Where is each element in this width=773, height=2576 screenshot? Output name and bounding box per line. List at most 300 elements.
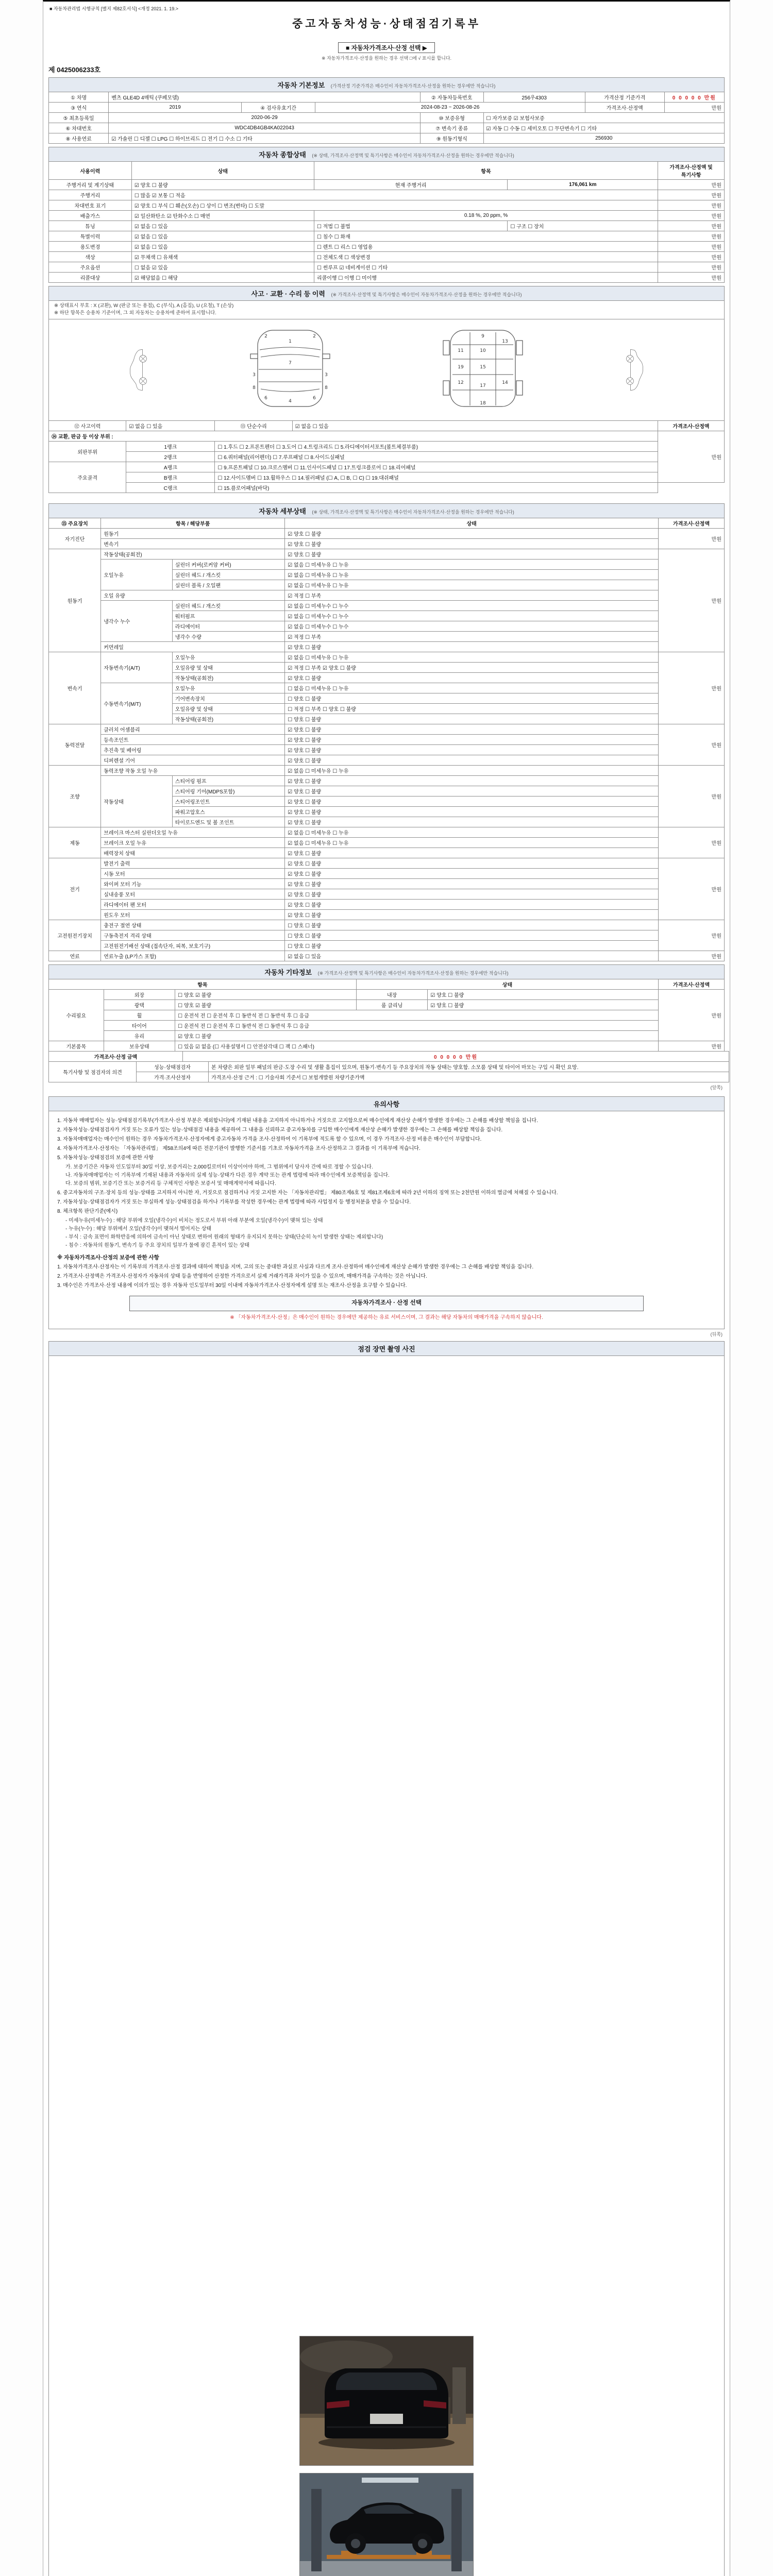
first-registration-date: 2020-06-29 xyxy=(109,113,421,123)
state-options[interactable]: ☐ 양호 ☐ 불량 xyxy=(285,930,659,940)
emission-label: 배출가스 xyxy=(49,211,132,221)
state-options[interactable]: ☑ 없음 ☐ 미세누수 ☐ 누수 xyxy=(285,611,659,621)
state-options[interactable]: ☑ 양호 ☐ 불량 xyxy=(285,724,659,734)
section-accident-history xyxy=(48,286,725,493)
inspection-photo-2 xyxy=(299,2473,474,2576)
table-cell: 오일유량 및 상태 xyxy=(172,703,285,714)
section-note: (※ 상태, 가격조사·산정액 및 특기사항은 매수인이 자동차가격조사·산정을 원하는 경우에만 적습니다) xyxy=(312,509,514,515)
room-cleaning-label: 룸 클리닝 xyxy=(356,999,428,1010)
appraisal-header: 가격조사·산정액 xyxy=(659,518,725,528)
table-cell: 동력조향 작동 오일 누유 xyxy=(101,765,285,775)
table-cell: 등속조인트 xyxy=(101,734,285,744)
appraisal-amount-label: 가격조사·산정액 xyxy=(585,103,664,113)
section-etc-info xyxy=(48,964,725,1082)
state-options[interactable]: ☐ 없음 ☐ 미세누유 ☐ 누유 xyxy=(285,683,659,693)
tuning-label: 튜닝 xyxy=(49,221,132,231)
state-options[interactable]: ☑ 양호 ☐ 불량 xyxy=(285,899,659,909)
detail-state-table xyxy=(48,518,725,961)
section-inspection-photos xyxy=(48,1341,725,2576)
emission-values: 0.18 %, 20 ppm, % xyxy=(314,211,658,221)
electric-group: 전기 xyxy=(49,858,101,920)
notice-item: - 부식 : 금속 표면이 화학반응에 의하여 금속이 아닌 상태로 변하여 원래의 형태가 유지되지 못하는 상태(단순히 녹이 발생한 상태는 제외합니다) xyxy=(65,1234,383,1240)
table-cell: 스티어링 펌프 xyxy=(172,775,285,786)
svg-text:1: 1 xyxy=(288,339,292,344)
state-options[interactable]: ☑ 없음 ☐ 미세누유 ☐ 누유 xyxy=(285,569,659,580)
table-cell: 디퍼렌셜 기어 xyxy=(101,755,285,765)
interior-label: 내장 xyxy=(356,989,428,999)
svg-text:3: 3 xyxy=(324,372,328,378)
odometer-state-label: 주행거리 및 계기상태 xyxy=(49,180,132,190)
rankA-options[interactable]: ☐ 9.프론트패널 ☐ 10.크로스멤버 ☐ 11.인사이드패널 ☐ 17.트렁크플로어 ☐ 18.리어패널 xyxy=(215,462,658,472)
notice-item: 6. 중고자동차의 구조·장치 등의 성능·상태를 고지하지 아니한 자, 거짓으로 점검하거나 거짓 고지한 자는 「자동차관리법」 제80조제6호 및 제81조제6호에 따라 2년 이하의 징역 또는 2천만원 이하의 벌금에 처해질 수 있습니다. xyxy=(57,1190,558,1196)
appraisal-cell[interactable]: 만원 xyxy=(659,549,725,652)
state-options[interactable]: ☑ 없음 ☐ 미세누유 ☐ 누유 xyxy=(285,765,659,775)
table-cell: 실린더 헤드 / 개스킷 xyxy=(172,600,285,611)
powertrain-group: 동력전달 xyxy=(49,724,101,765)
main-frame-label: 주요골격 xyxy=(49,462,126,493)
page-marker-back: (뒤쪽) xyxy=(710,1331,722,1337)
appraisal-cell[interactable]: 만원 xyxy=(659,724,725,765)
section-overall-title xyxy=(48,147,725,162)
table-cell: 발전기 출력 xyxy=(101,858,285,868)
inspector-opinion-table xyxy=(48,1061,729,1082)
possession-options[interactable]: ☐ 있음 ☑ 없음 (☐ 사용설명서 ☐ 안전삼각대 ☐ 잭 ☐ 스패너) xyxy=(175,1041,659,1051)
svg-text:2: 2 xyxy=(312,334,316,339)
section-title: 자동차 세부상태 xyxy=(259,507,306,515)
appraisal-cell[interactable]: 만원 xyxy=(658,273,725,283)
appraisal-cell[interactable]: 만원 xyxy=(658,431,725,482)
tuning-options[interactable]: ☑ 없음 ☐ 있음 xyxy=(131,221,314,231)
appraisal-cell[interactable]: 만원 xyxy=(659,1041,725,1051)
state-options[interactable]: ☑ 양호 ☐ 불량 xyxy=(285,528,659,538)
exchange-panel-label: ⑭ 교환, 판금 등 이상 부위 : xyxy=(49,431,658,441)
appraisal-cell[interactable]: 만원 xyxy=(658,242,725,252)
section-note: (※ 가격조사·산정액 및 특기사항은 매수인이 자동차가격조사·산정을 원하는 경우에만 적습니다) xyxy=(331,292,522,297)
section-title: 자동차 기타정보 xyxy=(264,968,312,976)
wheel-options[interactable]: ☐ 운전석 전 ☐ 운전석 후 ☐ 동반석 전 ☐ 동반석 후 ☐ 응급 xyxy=(175,1010,659,1020)
engine-type-label: ⑨ 원동기형식 xyxy=(420,133,483,144)
state-options[interactable]: ☐ 양호 ☐ 불량 xyxy=(285,693,659,703)
accident-history-table xyxy=(48,420,725,493)
odometer-state-options[interactable]: ☑ 양호 ☐ 불량 xyxy=(131,180,314,190)
table-cell: 구동축전지 격리 상태 xyxy=(101,930,285,940)
tire-options[interactable]: ☐ 운전석 전 ☐ 운전석 후 ☐ 동반석 전 ☐ 동반석 후 ☐ 응급 xyxy=(175,1020,659,1030)
rank2-label: 2랭크 xyxy=(126,451,215,462)
special-history-options[interactable]: ☑ 없음 ☐ 있음 xyxy=(131,231,314,242)
car-right-side-diagram[interactable] xyxy=(612,325,658,415)
state-options[interactable]: ☑ 적정 ☐ 부족 ☑ 양호 ☐ 불량 xyxy=(285,662,659,672)
repaint-options[interactable]: ☐ 전체도색 ☐ 색상변경 xyxy=(314,252,658,262)
appraisal-select-note: ※ 자동차가격조사·산정을 원하는 경우 선택 □에 √ 표시를 합니다. xyxy=(321,56,452,61)
svg-text:10: 10 xyxy=(480,348,486,353)
table-cell: 타이로드엔드 및 볼 조인트 xyxy=(172,817,285,827)
table-cell: 라디에이터 xyxy=(172,621,285,631)
appraisal-cell[interactable]: 만원 xyxy=(659,652,725,724)
section-basic-info xyxy=(48,77,725,144)
model-year: 2019 xyxy=(109,103,242,113)
svg-text:19: 19 xyxy=(458,365,464,370)
accident-history-label: ⑫ 사고이력 xyxy=(49,420,126,431)
table-cell: 냉각수 누수 xyxy=(101,600,173,641)
table-cell: 와이퍼 모터 기능 xyxy=(101,878,285,889)
state-options[interactable]: ☑ 없음 ☐ 미세누유 ☐ 누유 xyxy=(285,837,659,848)
car-damage-diagrams xyxy=(48,319,725,421)
svg-text:8: 8 xyxy=(252,385,256,391)
appraisal-cell[interactable]: 만원 xyxy=(658,221,725,231)
table-cell: 워터펌프 xyxy=(172,611,285,621)
rank1-options[interactable]: ☐ 1.후드 ☐ 2.프론트펜더 ☐ 3.도어 ☐ 4.트렁크리드 ☐ 5.라디에이터서포트(볼트체결부품) xyxy=(215,441,658,451)
state-options[interactable]: ☑ 양호 ☐ 불량 xyxy=(285,909,659,920)
svg-text:11: 11 xyxy=(458,348,464,353)
table-cell: 자동변속기(A/T) xyxy=(101,652,173,683)
state-options[interactable]: ☑ 없음 ☐ 미세누수 ☐ 누수 xyxy=(285,600,659,611)
table-cell: 작동상태(공회전) xyxy=(172,714,285,724)
notice-item: 다. 보증의 범위, 보증기간 또는 보증거리 등 구체적인 사항은 보증서 및 매매계약서에 따릅니다. xyxy=(65,1180,276,1187)
rankA-label: A랭크 xyxy=(126,462,215,472)
state-options[interactable]: ☑ 없음 ☐ 미세누수 ☐ 누수 xyxy=(285,621,659,631)
transmission-label: ⑦ 변속기 종류 xyxy=(420,123,483,133)
vin: WDC4DB4GB4KA022043 xyxy=(109,123,421,133)
section-etc-title xyxy=(48,964,725,979)
table-cell: 브레이크 마스터 실린더오일 누유 xyxy=(101,827,285,837)
mileage-label: 주행거리 xyxy=(49,190,132,200)
emission-options[interactable]: ☑ 일산화탄소 ☑ 탄화수소 ☐ 매연 xyxy=(131,211,314,221)
appraisal-cell[interactable]: 만원 xyxy=(658,252,725,262)
appraisal-cell[interactable]: 만원 xyxy=(659,951,725,961)
state-options[interactable]: ☑ 없음 ☐ 미세누유 ☐ 누유 xyxy=(285,827,659,837)
warranty-type-label: ⑩ 보증유형 xyxy=(420,113,483,123)
item-header: 항목 xyxy=(49,979,357,989)
table-cell: 수동변속기(M/T) xyxy=(101,683,173,724)
legend-line-2: ※ 하단 항목은 승용차 기준이며, 그 외 자동차는 승용차에 준하여 표시합니다. xyxy=(54,310,216,316)
table-cell: 실내송풍 모터 xyxy=(101,889,285,899)
notice-item: ※ 「자동차가격조사·산정」은 매수인이 원하는 경우에만 제공하는 유료 서비스이며, 그 결과는 해당 자동차의 매매가격을 구속하지 않습니다. xyxy=(230,1314,543,1320)
basic-items-label: 기본품목 xyxy=(49,1041,104,1051)
notice-item: 8. 체크항목 판단기준(예시) xyxy=(57,1208,118,1214)
table-cell: 오일유량 및 상태 xyxy=(172,662,285,672)
table-cell: 오일누유 xyxy=(172,683,285,693)
fuel-options[interactable]: ☑ 가솔린 ☐ 디젤 ☐ LPG ☐ 하이브리드 ☐ 전기 ☐ 수소 ☐ 기타 xyxy=(109,133,421,144)
table-cell: 라디에이터 팬 모터 xyxy=(101,899,285,909)
engine-item: 원동기 xyxy=(101,528,285,538)
appraisal-header: 가격조사·산정액 xyxy=(658,420,725,431)
svg-text:17: 17 xyxy=(480,383,486,388)
room-cleaning-options[interactable]: ☑ 양호 ☐ 불량 xyxy=(428,999,659,1010)
table-cell: 작동상태 xyxy=(101,775,173,827)
notice-item: - 미세누유(미세누수) : 해당 부위에 오일(냉각수)이 비치는 정도로서 부위 아래 부분에 오일(냉각수)이 맺혀 있는 상태 xyxy=(65,1217,323,1224)
section-detail-title xyxy=(48,503,725,518)
outer-panel-label: 외판부위 xyxy=(49,441,126,462)
notice-item: 2. 자동차성능·상태점검자가 거짓 또는 오류가 있는 성능·상태점검 내용을 제공하여 그 내용을 신뢰하고 중고자동차를 구입한 매수인에게 재산상 손해가 발생한 경우에는 그 손해를 배상할 책임을 집니다. xyxy=(57,1127,503,1133)
table-cell: 오일 유량 xyxy=(101,590,285,600)
section-title: 자동차 종합상태 xyxy=(259,151,306,159)
usage-change-label: 용도변경 xyxy=(49,242,132,252)
state-options[interactable]: ☑ 없음 ☐ 미세누유 ☐ 누유 xyxy=(285,652,659,662)
interior-options[interactable]: ☑ 양호 ☐ 불량 xyxy=(428,989,659,999)
state-header: 상태 xyxy=(285,518,659,528)
state-options[interactable]: ☑ 양호 ☐ 불량 xyxy=(285,672,659,683)
appraisal-cell[interactable]: 만원 xyxy=(659,827,725,858)
fuel-group: 연료 xyxy=(49,951,101,961)
rankC-label: C랭크 xyxy=(126,482,215,493)
notice-item: - 침수 : 자동차의 원동기, 변속기 등 주요 장치의 일부가 물에 잠긴 흔적이 있는 상태 xyxy=(65,1242,249,1248)
simple-repair-options[interactable]: ☑ 없음 ☐ 있음 xyxy=(292,420,658,431)
special-history-kind-options[interactable]: ☐ 침수 ☐ 화재 xyxy=(314,231,658,242)
polish-options[interactable]: ☐ 양호 ☑ 불량 xyxy=(175,999,357,1010)
state-options[interactable]: ☑ 양호 ☐ 불량 xyxy=(285,817,659,827)
main-options-state[interactable]: ☐ 없음 ☑ 있음 xyxy=(131,262,314,273)
notice-item: 3. 매수인은 가격조사·산정 내용에 이의가 있는 경우 자동차 인도일부터 30일 이내에 자동차가격조사·산정자에게 설명 또는 재조사·산정을 요구할 수 있습니다. xyxy=(57,1283,407,1289)
state-options[interactable]: ☑ 없음 ☐ 있음 xyxy=(285,951,659,961)
notice-item: 가. 보증기간은 자동차 인도일부터 30일 이상, 보증거리는 2,000킬로미터 이상이어야 하며, 그 범위에서 당사자 간에 따로 정할 수 있습니다. xyxy=(65,1164,373,1170)
state-options[interactable]: ☑ 양호 ☐ 불량 xyxy=(285,868,659,878)
table-cell: 브레이크 오일 누유 xyxy=(101,837,285,848)
appraisal-cell[interactable]: 만원 xyxy=(658,190,725,200)
state-options[interactable]: ☑ 양호 ☐ 불량 xyxy=(285,796,659,806)
appraisal-header: 가격조사·산정액 및 특기사항 xyxy=(658,162,725,180)
state-options[interactable]: ☑ 양호 ☐ 불량 xyxy=(285,755,659,765)
state-options[interactable]: ☑ 양호 ☐ 불량 xyxy=(285,889,659,899)
table-cell: 냉각수 수량 xyxy=(172,631,285,641)
svg-text:14: 14 xyxy=(502,380,508,385)
high-voltage-group: 고전원전기장치 xyxy=(49,920,101,951)
vehicle-name: 벤츠 GLE4D 4매틱 (쿠페모델) xyxy=(109,92,421,103)
section-detail-state xyxy=(48,503,725,961)
transmission-group: 변속기 xyxy=(49,652,101,724)
vin-marking-options[interactable]: ☑ 양호 ☐ 부식 ☐ 훼손(오손) ☐ 상이 ☐ 변조(변타) ☐ 도말 xyxy=(131,200,658,211)
section-notices xyxy=(48,1096,725,1329)
table-cell: 오일누유 xyxy=(101,559,173,590)
wheel-label: 휠 xyxy=(104,1010,175,1020)
rankC-options[interactable]: ☐ 15.플로어패널(바닥) xyxy=(215,482,658,493)
steering-group: 조향 xyxy=(49,765,101,827)
section-note: (※ 상태, 가격조사·산정액 및 특기사항은 매수인이 자동차가격조사·산정을 원하는 경우에만 적습니다) xyxy=(312,153,514,158)
table-cell: 스티어링조인트 xyxy=(172,796,285,806)
section-basic-title xyxy=(48,77,725,92)
appraisal-cell[interactable]: 만원 xyxy=(658,262,725,273)
state-options[interactable]: ☐ 적정 ☐ 부족 ☐ 양호 ☐ 불량 xyxy=(285,703,659,714)
svg-text:2: 2 xyxy=(264,334,267,339)
table-cell: 작동상태(공회전) xyxy=(172,672,285,683)
state-options[interactable]: ☑ 양호 ☐ 불량 xyxy=(285,734,659,744)
accident-history-options[interactable]: ☑ 없음 ☐ 있음 xyxy=(126,420,215,431)
usage-history-header: 사용이력 xyxy=(49,162,132,180)
section-title: 자동차 기본정보 xyxy=(277,81,325,89)
state-options[interactable]: ☐ 양호 ☐ 불량 xyxy=(285,920,659,930)
appraiser-basis[interactable]: 가격조사·산정 근거 : ☐ 기술사회 기준서 ☐ 보험개발원 차량기준가액 xyxy=(209,1072,729,1082)
appraisal-cell[interactable]: 만원 xyxy=(659,920,725,951)
usage-change-kind-options[interactable]: ☐ 렌트 ☐ 리스 ☐ 영업용 xyxy=(314,242,658,252)
table-cell: 충전구 절연 상태 xyxy=(101,920,285,930)
notices-title: 유의사항 xyxy=(48,1096,725,1111)
notice-item: 4. 자동차가격조사·산정자는 「자동차관리법」 제58조의4에 따른 전문기관이 발행한 기준서를 기초로 자동차가격을 조사·산정하고 그 결과를 이 기록부에 적습니다. xyxy=(57,1145,421,1151)
car-top-view-diagram[interactable] xyxy=(226,327,355,412)
base-price-value[interactable]: 0 0 0 0 0 만원 xyxy=(664,92,724,103)
svg-text:12: 12 xyxy=(458,380,464,385)
tire-label: 타이어 xyxy=(104,1020,175,1030)
section-note: (가격산정 기준가격은 매수인이 자동차가격조사·산정을 원하는 경우에만 적습니다) xyxy=(330,83,496,89)
fuel-label: ⑧ 사용연료 xyxy=(49,133,109,144)
basic-info-table xyxy=(48,92,725,144)
svg-text:8: 8 xyxy=(324,385,328,391)
brake-group: 제동 xyxy=(49,827,101,858)
state-options[interactable]: ☑ 양호 ☐ 불량 xyxy=(285,538,659,549)
state-options[interactable]: ☑ 양호 ☐ 불량 xyxy=(285,549,659,559)
notice-item: 3. 자동차매매업자는 매수인이 원하는 경우 자동차가격조사·산정자에게 중고자동차 가격을 조사·산정하여 이 기록부에 적도록 할 수 있으며, 이 경우 가격조사·산정 비용은 매수인이 부담합니다. xyxy=(57,1136,482,1142)
notice-item: 1. 자동차가격조사·산정자는 이 기록부의 가격조사·산정 결과에 대하여 책임을 지며, 고의 또는 중대한 과실로 사실과 다르게 조사·산정하여 매수인에게 재산상 손해가 발생한 경우에는 그 손해를 배상할 책임을 집니다. xyxy=(57,1264,534,1270)
inspection-photo-1 xyxy=(299,2336,474,2466)
state-options[interactable]: ☑ 양호 ☐ 불량 xyxy=(285,641,659,652)
photo-area xyxy=(48,1356,725,2576)
svg-text:3: 3 xyxy=(252,372,256,378)
state-options[interactable]: ☑ 양호 ☐ 불량 xyxy=(285,858,659,868)
svg-text:4: 4 xyxy=(288,399,292,404)
engine-type: 256930 xyxy=(483,133,725,144)
glass-label: 유리 xyxy=(104,1030,175,1041)
state-options[interactable]: ☑ 양호 ☐ 불량 xyxy=(285,848,659,858)
tuning-legal-options[interactable]: ☐ 적법 ☐ 불법 xyxy=(314,221,507,231)
recall-done-options[interactable]: 리콜이행 ☐ 이행 ☐ 미이행 xyxy=(314,273,658,283)
repair-needed-group: 수리필요 xyxy=(49,989,104,1041)
document-page xyxy=(43,0,730,2576)
notices-body xyxy=(48,1111,725,1329)
color-label: 색상 xyxy=(49,252,132,262)
notice-item: 5. 자동차성능·상태점검의 보증에 관한 사항 xyxy=(57,1155,154,1161)
table-cell: 고전원전기배선 상태 (접속단자, 피복, 보호기구) xyxy=(101,940,285,951)
appraisal-cell[interactable]: 만원 xyxy=(658,200,725,211)
form-reference: ■ 자동차관리법 시행규칙 [별지 제82호서식] <개정 2021. 1. 19.> xyxy=(49,6,178,11)
state-options[interactable]: ☑ 양호 ☐ 불량 xyxy=(285,878,659,889)
appraisal-cell[interactable]: 만원 xyxy=(659,858,725,920)
section-title: 사고 · 교환 · 수리 등 이력 xyxy=(251,290,325,298)
legend-line-1: ※ 상태표시 부호 : X (교환), W (판금 또는 용접), C (부식), A (흠집), U (요철), T (손상) xyxy=(54,303,234,309)
state-options[interactable]: ☑ 적정 ☐ 부족 xyxy=(285,590,659,600)
rank1-label: 1랭크 xyxy=(126,441,215,451)
notice-item: 2. 가격조사·산정액은 가격조사·산정자가 자동차의 상태 등을 반영하여 산정한 가격으로서 실제 거래가격과 차이가 있을 수 있으며, 매매가격을 구속하는 것은 아닙니다. xyxy=(57,1274,427,1280)
first-registration-label: ⑤ 최초등록일 xyxy=(49,113,109,123)
total-appraisal-value[interactable]: 0 0 0 0 0 만원 xyxy=(183,1051,729,1061)
transmission-item: 변속기 xyxy=(101,538,285,549)
table-cell: 클러치 어셈블리 xyxy=(101,724,285,734)
vehicle-name-label: ① 차명 xyxy=(49,92,109,103)
table-cell: 실린더 커버(로커암 커버) xyxy=(172,559,285,569)
appraisal-amount-value[interactable]: 만원 xyxy=(664,103,724,113)
document-number: 제 0425006233호 xyxy=(48,66,101,74)
rankB-label: B랭크 xyxy=(126,472,215,482)
appraisal-cell[interactable]: 만원 xyxy=(659,989,725,1041)
state-options[interactable]: ☐ 양호 ☐ 불량 xyxy=(285,940,659,951)
plate-number: 256우4303 xyxy=(483,92,585,103)
current-mileage-label: 현재 주행거리 xyxy=(314,180,507,190)
warranty-type-options[interactable]: ☐ 자가보증 ☑ 보험사보증 xyxy=(483,113,725,123)
appraisal-cell[interactable]: 만원 xyxy=(659,765,725,827)
state-options[interactable]: ☐ 양호 ☐ 불량 xyxy=(285,714,659,724)
vin-marking-label: 차대번호 표기 xyxy=(49,200,132,211)
state-options[interactable]: ☑ 없음 ☐ 미세누유 ☐ 누유 xyxy=(285,559,659,569)
tuning-kind-options[interactable]: ☐ 구조 ☐ 장치 xyxy=(508,221,658,231)
state-options[interactable]: ☑ 양호 ☐ 불량 xyxy=(285,775,659,786)
usage-change-options[interactable]: ☑ 없음 ☐ 있음 xyxy=(131,242,314,252)
appraisal-cell[interactable]: 만원 xyxy=(658,180,725,190)
state-options[interactable]: ☑ 적정 ☐ 부족 xyxy=(285,631,659,641)
table-cell: 추진축 및 베어링 xyxy=(101,744,285,755)
transmission-options[interactable]: ☑ 자동 ☐ 수동 ☐ 세미오토 ☐ 무단변속기 ☐ 기타 xyxy=(483,123,725,133)
remarks-label: 특기사항 및 점검자의 의견 xyxy=(49,1061,137,1082)
notice-item: 나. 자동차매매업자는 이 기록부에 기재된 내용과 자동차의 실제 성능·상태가 다른 경우 계약 또는 관계 법령에 따라 매수인에게 보증책임을 집니다. xyxy=(65,1172,390,1178)
color-options[interactable]: ☑ 무채색 ☐ 유채색 xyxy=(131,252,314,262)
state-options[interactable]: ☑ 양호 ☐ 불량 xyxy=(285,786,659,796)
base-price-label: 가격산정 기준가격 xyxy=(585,92,664,103)
state-header: 상태 xyxy=(356,979,658,989)
table-cell: 작동상태(공회전) xyxy=(101,549,285,559)
section-accident-title xyxy=(48,286,725,301)
car-left-side-diagram[interactable] xyxy=(115,325,161,415)
possession-label: 보유상태 xyxy=(104,1041,175,1051)
special-history-label: 특별이력 xyxy=(49,231,132,242)
table-cell: 시동 모터 xyxy=(101,868,285,878)
table-cell: 오일누유 xyxy=(172,652,285,662)
appraisal-cell[interactable]: 만원 xyxy=(658,231,725,242)
table-cell: 윈도우 모터 xyxy=(101,909,285,920)
inspector-label: 성능·상태점검자 xyxy=(137,1061,209,1072)
page-marker-front: (앞쪽) xyxy=(710,1084,722,1090)
engine-group: 원동기 xyxy=(49,549,101,652)
table-cell: 배력장치 상태 xyxy=(101,848,285,858)
svg-text:6: 6 xyxy=(312,396,316,401)
appraisal-cell[interactable]: 만원 xyxy=(658,211,725,221)
state-options[interactable]: ☑ 없음 ☐ 미세누유 ☐ 누유 xyxy=(285,580,659,590)
notice-item: - 누유(누수) : 해당 부위에서 오일(냉각수)이 맺혀서 떨어지는 상태 xyxy=(65,1226,212,1232)
state-options[interactable]: ☑ 양호 ☐ 불량 xyxy=(285,744,659,755)
recall-options[interactable]: ☑ 해당없음 ☐ 해당 xyxy=(131,273,314,283)
self-diagnosis-group: 자기진단 xyxy=(49,528,101,549)
exterior-options[interactable]: ☐ 양호 ☑ 불량 xyxy=(175,989,357,999)
main-options-kind[interactable]: ☐ 썬루프 ☑ 네비게이션 ☐ 기타 xyxy=(314,262,658,273)
notice-item: 자동차가격조사 · 산정 선택 xyxy=(129,1296,644,1311)
table-cell: 실린더 헤드 / 개스킷 xyxy=(172,569,285,580)
notice-item: 7. 자동차성능·상태점검자가 거짓 또는 부실하게 성능·상태점검을 하거나 기록부를 작성한 경우에는 관계 법령에 따라 사업정지 등 행정처분을 받을 수 있습니다. xyxy=(57,1199,411,1205)
notice-item: 1. 자동차 매매업자는 성능·상태점검기록부(가격조사·산정 부분은 제외합니다)에 기재된 내용을 고지하지 아니하거나 거짓으로 고지함으로써 매수인에게 재산상 손해가 발생한 경우에는 그 손해를 배상할 책임을 집니다. xyxy=(57,1117,538,1124)
svg-text:13: 13 xyxy=(502,339,508,344)
state-mark-legend xyxy=(48,301,725,319)
polish-label: 광택 xyxy=(104,999,175,1010)
simple-repair-label: ⑬ 단순수리 xyxy=(215,420,292,431)
item-header: 항목 xyxy=(314,162,658,180)
section-note: (※ 가격조사·산정액 및 특기사항은 매수인이 자동차가격조사·산정을 원하는 경우에만 적습니다) xyxy=(317,970,509,976)
rank2-options[interactable]: ☐ 6.쿼터패널(리어펜더) ☐ 7.루프패널 ☐ 8.사이드실패널 xyxy=(215,451,658,462)
inspector-opinion: 본 차량은 외판 일부 패널의 판금·도장 수리 및 생활 흠집이 있으며, 원동기·변속기 등 주요장치의 작동 상태는 양호함. 소모품 상태 및 타이어 마모는 구입 시 확인 요망. xyxy=(209,1061,729,1072)
state-header: 상태 xyxy=(131,162,314,180)
table-cell: 커먼레일 xyxy=(101,641,285,652)
appraisal-select-button[interactable]: ■ 자동차가격조사·산정 선택 ▶ xyxy=(338,42,435,53)
mileage-options[interactable]: ☐ 많음 ☑ 보통 ☐ 적음 xyxy=(131,190,658,200)
plate-number-label: ② 자동차등록번호 xyxy=(420,92,483,103)
table-cell: 스티어링 기어(MDPS포함) xyxy=(172,786,285,796)
car-underbody-diagram[interactable] xyxy=(418,327,547,412)
table-cell: 연료누출 (LP가스 포함) xyxy=(101,951,285,961)
glass-options[interactable]: ☑ 양호 ☐ 불량 xyxy=(175,1030,659,1041)
svg-text:6: 6 xyxy=(264,396,267,401)
notice-item: ※ 자동차가격조사·산정의 보증에 관한 사항 xyxy=(57,1254,159,1261)
exterior-label: 외장 xyxy=(104,989,175,999)
total-appraisal-label: 가격조사·산정 금액 xyxy=(49,1051,183,1061)
recall-label: 리콜대상 xyxy=(49,273,132,283)
state-options[interactable]: ☑ 양호 ☐ 불량 xyxy=(285,806,659,817)
odometer-value: 176,061 km xyxy=(508,180,658,190)
main-options-label: 주요옵션 xyxy=(49,262,132,273)
rankB-options[interactable]: ☐ 12.사이드멤버 ☐ 13.휠하우스 ☐ 14.필러패널 (☐ A, ☐ B, ☐ C) ☐ 19.대쉬패널 xyxy=(215,472,658,482)
appraisal-cell[interactable]: 만원 xyxy=(659,528,725,549)
